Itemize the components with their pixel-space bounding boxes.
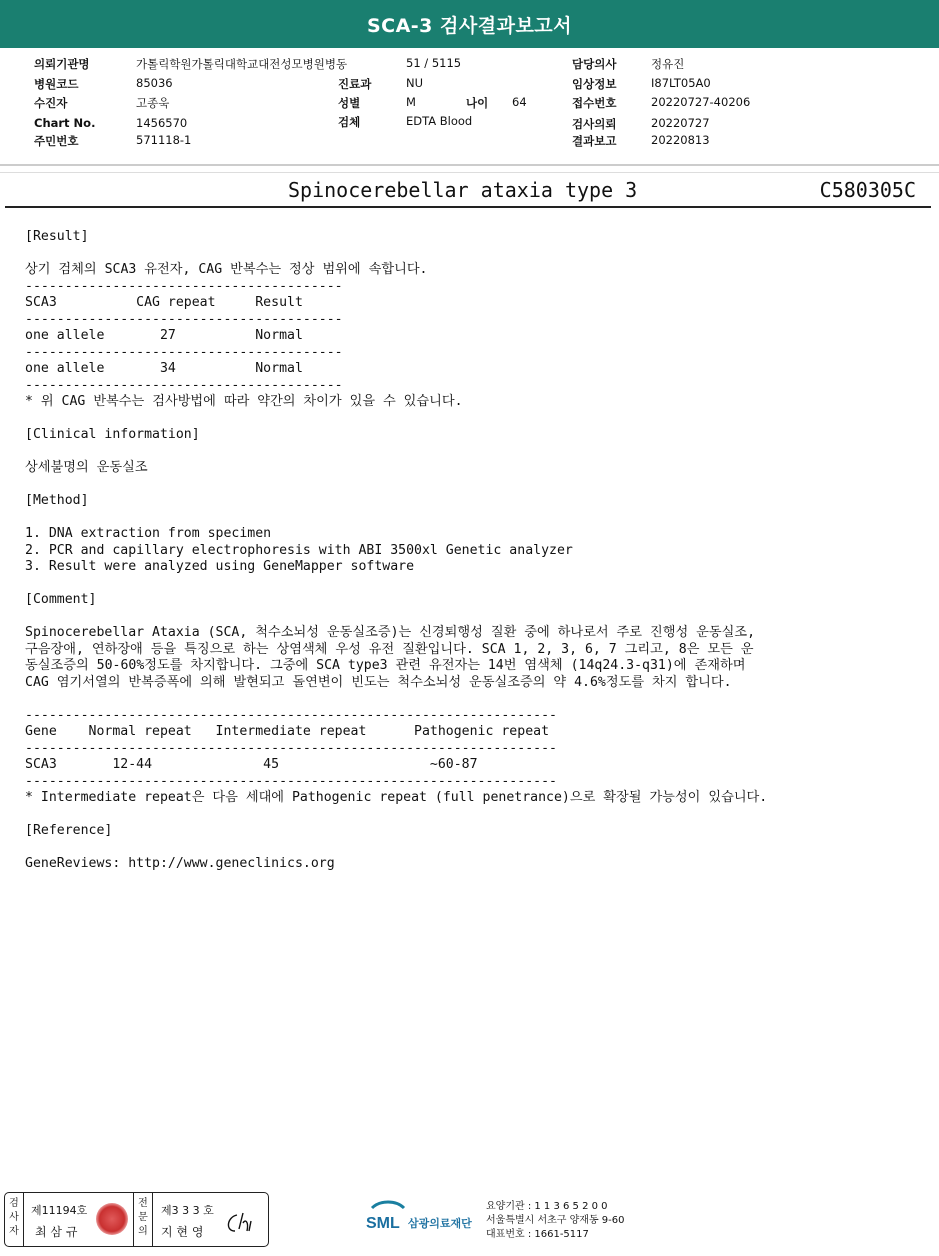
body-line: [Result] bbox=[25, 229, 89, 244]
org-info bbox=[486, 1200, 625, 1242]
report-label: 결과보고 bbox=[572, 134, 617, 148]
test-name: Spinocerebellar ataxia type 3 bbox=[288, 178, 638, 202]
signature-box bbox=[4, 1192, 269, 1247]
resident-no-value: 571118-1 bbox=[136, 133, 192, 147]
institution-value: 가톨릭학원가톨릭대학교대전성모병원병동 bbox=[136, 57, 348, 71]
specimen-value: EDTA Blood bbox=[406, 114, 473, 128]
body-line: [Comment] bbox=[25, 592, 97, 607]
header-divider-thin bbox=[0, 172, 939, 173]
body-line bbox=[25, 691, 767, 708]
body-line: 구음장애, 연하장애 등을 특징으로 하는 상염색체 우성 유전 질환입니다. SCA 1, 2, 3, 6, 7 그리고, 8은 모든 운 bbox=[25, 641, 754, 657]
body-line: one allele 34 Normal bbox=[25, 361, 303, 376]
svg-text:삼광의료재단: 삼광의료재단 bbox=[408, 1217, 472, 1230]
divider-line: ---------------------------------------- bbox=[25, 278, 343, 294]
dept-value: NU bbox=[406, 76, 424, 90]
body-line bbox=[25, 576, 767, 593]
sex-value: M bbox=[406, 95, 416, 109]
svg-text:SML: SML bbox=[366, 1215, 400, 1232]
body-line: * 위 CAG 반복수는 검사방법에 따라 약간의 차이가 있을 수 있습니다. bbox=[25, 394, 463, 409]
body-line: GeneReviews: http://www.geneclinics.org bbox=[25, 856, 335, 871]
report-date-value: 20220813 bbox=[651, 133, 710, 147]
specimen-label: 검체 bbox=[338, 115, 361, 129]
body-line: [Clinical information] bbox=[25, 427, 200, 442]
specialist-signature bbox=[223, 1209, 263, 1239]
body-line bbox=[25, 840, 767, 857]
request-label: 검사의뢰 bbox=[572, 117, 617, 131]
body-line: [Method] bbox=[25, 493, 89, 508]
patient-label: 수진자 bbox=[34, 96, 68, 110]
org-address: 서울특별시 서초구 양재동 9-60 bbox=[486, 1215, 625, 1226]
resident-no-label: 주민번호 bbox=[34, 134, 79, 148]
specialist-name: 지 현 영 bbox=[161, 1225, 204, 1239]
body-line: Gene Normal repeat Intermediate repeat Pathogenic repeat bbox=[25, 724, 550, 739]
body-line bbox=[25, 444, 767, 461]
divider-line: ---------------------------------------- bbox=[25, 377, 343, 393]
dept-label: 진료과 bbox=[338, 77, 372, 91]
body-line: Spinocerebellar Ataxia (SCA, 척수소뇌성 운동실조증)는 신경퇴행성 질환 중에 하나로서 주로 진행성 운동실조, bbox=[25, 625, 756, 640]
institution-label: 의뢰기관명 bbox=[34, 57, 90, 71]
title-bar bbox=[0, 0, 939, 48]
hospital-code-label: 병원코드 bbox=[34, 77, 79, 91]
divider-line: ---------------------------------------- bbox=[25, 344, 343, 360]
chart-no-value: 1456570 bbox=[136, 116, 188, 130]
ward-value: 51 / 5115 bbox=[406, 56, 462, 70]
divider-line: ------------------------------------------------------------------- bbox=[25, 773, 557, 789]
body-line: 상세불명의 운동실조 bbox=[25, 460, 148, 475]
body-line bbox=[25, 411, 767, 428]
inspector-number: 제11194호 bbox=[31, 1204, 88, 1217]
divider-line: ------------------------------------------------------------------- bbox=[25, 707, 557, 723]
patient-value: 고종욱 bbox=[136, 96, 170, 110]
header-divider bbox=[0, 164, 939, 166]
chart-no-label: Chart No. bbox=[34, 116, 96, 130]
hospital-code-value: 85036 bbox=[136, 76, 173, 90]
body-line: * Intermediate repeat은 다음 세대에 Pathogenic repeat (full penetrance)으로 확장될 가능성이 있습니다. bbox=[25, 790, 768, 805]
age-value: 64 bbox=[512, 95, 527, 109]
doctor-value: 정유진 bbox=[651, 57, 685, 71]
body-line bbox=[25, 477, 767, 494]
specialist-label-cell bbox=[133, 1193, 153, 1246]
divider-line: ------------------------------------------------------------------- bbox=[25, 740, 557, 756]
body-line: [Reference] bbox=[25, 823, 113, 838]
request-date-value: 20220727 bbox=[651, 116, 710, 130]
body-line bbox=[25, 807, 767, 824]
body-line: 1. DNA extraction from specimen bbox=[25, 526, 272, 541]
title-underline bbox=[5, 206, 931, 208]
org-code: 요양기관 : 1 1 3 6 5 2 0 0 bbox=[486, 1201, 608, 1212]
receipt-no-value: 20220727-40206 bbox=[651, 95, 751, 109]
inspector-label: 검 사 자 bbox=[9, 1198, 19, 1237]
clinical-info-value: I87LT05A0 bbox=[651, 76, 711, 90]
age-label: 나이 bbox=[466, 96, 489, 110]
sml-logo bbox=[366, 1200, 486, 1236]
doctor-label: 담당의사 bbox=[572, 57, 617, 71]
body-line bbox=[25, 246, 767, 263]
body-line: 동실조증의 50-60%정도를 차지합니다. 그중에 SCA type3 관련 유전자는 14번 염색체 (14q24.3-q31)에 존재하며 bbox=[25, 658, 746, 673]
specialist-number: 제3 3 3 호 bbox=[161, 1204, 214, 1217]
report-body bbox=[25, 229, 767, 873]
body-line: one allele 27 Normal bbox=[25, 328, 303, 343]
body-line: SCA3 CAG repeat Result bbox=[25, 295, 303, 310]
divider-line: ---------------------------------------- bbox=[25, 311, 343, 327]
inspector-label-cell bbox=[5, 1193, 24, 1246]
body-line bbox=[25, 510, 767, 527]
receipt-no-label: 접수번호 bbox=[572, 96, 617, 110]
sex-label: 성별 bbox=[338, 96, 361, 110]
org-phone: 대표번호 : 1661-5117 bbox=[486, 1229, 589, 1240]
body-line: 상기 검체의 SCA3 유전자, CAG 반복수는 정상 범위에 속합니다. bbox=[25, 262, 428, 277]
clinical-info-label: 임상정보 bbox=[572, 77, 617, 91]
body-line: SCA3 12-44 45 ~60-87 bbox=[25, 757, 478, 772]
test-code: C580305C bbox=[819, 178, 916, 202]
body-line bbox=[25, 609, 767, 626]
body-line: CAG 염기서열의 반복증폭에 의해 발현되고 돌연변이 빈도는 척수소뇌성 운동실조증의 약 4.6%정도를 차지 합니다. bbox=[25, 674, 732, 690]
report-header bbox=[0, 54, 939, 158]
specialist-label: 전 문 의 bbox=[138, 1198, 148, 1237]
report-title: SCA-3 검사결과보고서 bbox=[366, 15, 573, 37]
footer bbox=[0, 1186, 939, 1256]
inspector-name: 최 삼 규 bbox=[35, 1225, 78, 1239]
body-line: 3. Result were analyzed using GeneMapper software bbox=[25, 559, 415, 574]
inspector-seal bbox=[96, 1203, 128, 1235]
body-line: 2. PCR and capillary electrophoresis with ABI 3500xl Genetic analyzer bbox=[25, 542, 573, 558]
